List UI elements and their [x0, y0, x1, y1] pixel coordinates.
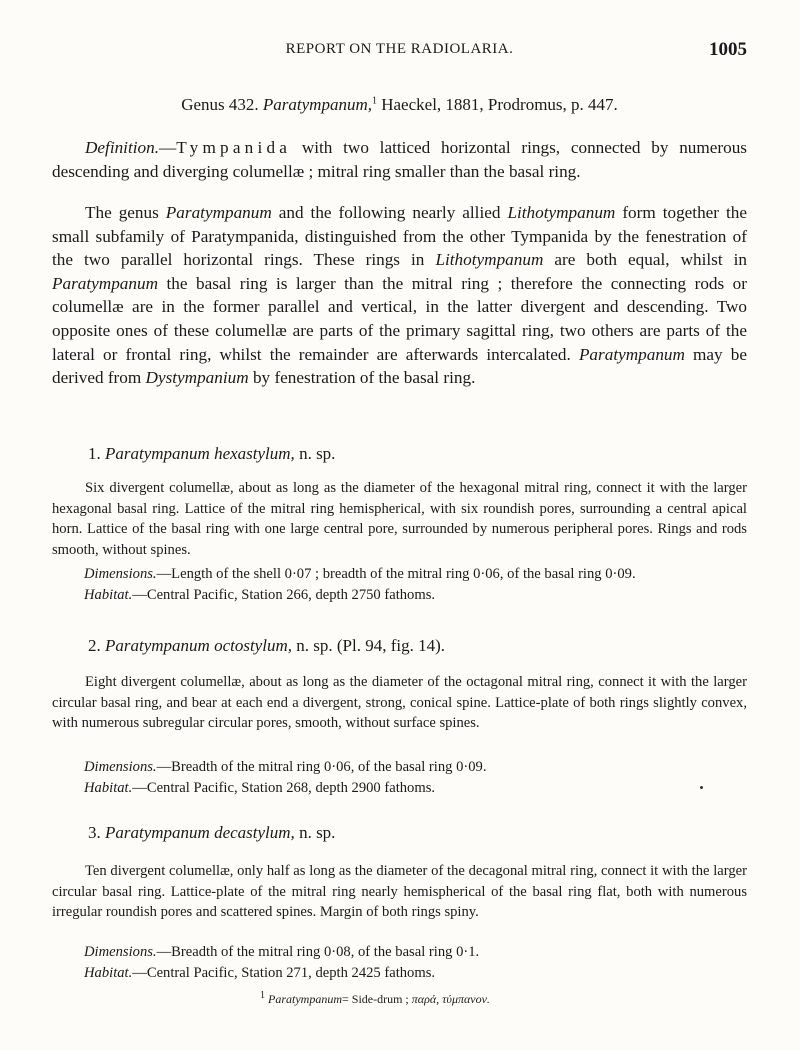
species-suffix: n. sp. [299, 823, 336, 842]
species-suffix: n. sp. [299, 444, 336, 463]
discussion-genus-name: Paratympanum [165, 203, 272, 222]
species-details [84, 564, 747, 605]
dimensions-label: Dimensions. [84, 944, 157, 960]
species-description: Six divergent columellæ, about as long as the diameter of the hexagonal mitral ring, connect it with the larger hexagonal basal ring. Lattice of the mitral ring hemispherical, with six roundish pores, surrounding a central apical horn. Lattice of the basal ring with one large central pore, surrounded by numerous peripheral pores. Rings and rods smooth, without spines. [52, 480, 747, 558]
genus-footnote-mark: 1 [371, 95, 377, 107]
genus-prefix: Genus 432. [181, 95, 259, 114]
species-name: Paratympanum decastylum, [105, 823, 295, 842]
species-name: Paratympanum hexastylum, [105, 444, 295, 463]
page-header [52, 41, 747, 65]
species-number: 2. [88, 636, 101, 655]
footnote [260, 990, 490, 1007]
genus-name: Paratympanum, [262, 95, 372, 114]
page-number: 1005 [709, 39, 747, 60]
definition-label: Definition. [85, 138, 159, 157]
dimensions-line [84, 564, 747, 585]
definition-dash: — [159, 138, 177, 157]
species-heading [88, 823, 335, 843]
running-title: REPORT ON THE RADIOLARIA. [285, 41, 514, 57]
discussion-text: may be derived from [52, 344, 747, 388]
species-heading [88, 444, 335, 464]
discussion-text: the basal ring is larger than the mitral ring ; therefore the connecting rods or columellæ are in the former parallel and vertical, in the latter divergent and descending. Two opposite ones of these columellæ are parts of the primary sagittal ring, two others are parts of the lateral or frontal ring, whilst the remainder are afterwards intercalated. [52, 273, 748, 364]
dimensions-label: Dimensions. [84, 759, 157, 775]
habitat-text: —Central Pacific, Station 266, depth 2750 fathoms. [132, 586, 436, 603]
definition-taxon: Tympanida [176, 138, 292, 157]
species-number: 3. [88, 823, 101, 842]
discussion-text: and the following nearly allied [278, 203, 501, 222]
discussion-genus-name: Paratympanum [52, 273, 158, 293]
habitat-text: —Central Pacific, Station 268, depth 2900 fathoms. [132, 779, 436, 796]
footnote-text: = Side-drum ; [342, 992, 409, 1006]
discussion-text: form together the small subfamily of Paratympanida, distinguished from the other Tympanida by the fenestration of the two parallel horizontal rings. These rings in [52, 203, 748, 270]
discussion-text: The genus [85, 203, 159, 222]
print-speck [700, 786, 703, 789]
species-suffix: n. sp. (Pl. 94, fig. 14). [296, 636, 445, 655]
discussion-paragraph [52, 201, 747, 390]
dimensions-line [84, 757, 747, 778]
habitat-label: Habitat. [84, 586, 133, 603]
species-description: Eight divergent columellæ, about as long as the diameter of the octagonal mitral ring, connect it with the larger circular basal ring, and bear at each end a divergent, strong, conical spine. Lattice-plate of both rings slightly convex, with numerous subregular circular pores, smooth, without surface spines. [52, 674, 747, 731]
species-details [84, 942, 747, 983]
habitat-label: Habitat. [84, 779, 133, 796]
habitat-label: Habitat. [84, 964, 133, 981]
species-description: Ten divergent columellæ, only half as long as the diameter of the decagonal mitral ring, connect it with the larger circular basal ring. Lattice-plate of the mitral ring nearly hemispherical of the basal ring flat, both with numerous irregular roundish pores and scattered spines. Margin of both rings spiny. [52, 863, 747, 920]
species-number: 1. [88, 444, 101, 463]
species-details [84, 757, 747, 798]
footnote-term: Paratympanum [268, 992, 342, 1006]
genus-heading [52, 95, 747, 115]
habitat-line [84, 963, 747, 984]
dimensions-text: —Length of the shell 0·07 ; breadth of the mitral ring 0·06, of the basal ring 0·09. [156, 566, 636, 582]
habitat-line [84, 585, 747, 606]
dimensions-text: —Breadth of the mitral ring 0·06, of the basal ring 0·09. [156, 759, 487, 775]
discussion-text: are both equal, whilst in [554, 250, 748, 270]
species-name: Paratympanum octostylum, [105, 636, 292, 655]
dimensions-label: Dimensions. [84, 566, 157, 582]
footnote-mark: 1 [260, 990, 265, 1001]
footnote-greek: παρά, τύμπανον. [411, 992, 490, 1006]
definition-paragraph [52, 136, 747, 183]
habitat-text: —Central Pacific, Station 271, depth 2425 fathoms. [132, 964, 436, 981]
discussion-genus-name: Lithotympanum [435, 250, 544, 270]
genus-authority: Haeckel, 1881, Prodromus, p. 447. [381, 95, 618, 114]
discussion-genus-name: Dystympanium [145, 368, 249, 388]
discussion-genus-name: Paratympanum [578, 344, 685, 364]
dimensions-line [84, 942, 747, 963]
definition-text: with two latticed horizontal rings, connected by numerous descending and diverging columellæ ; mitral ring smaller than the basal ring. [52, 138, 748, 181]
habitat-line [84, 778, 747, 799]
dimensions-text: —Breadth of the mitral ring 0·08, of the basal ring 0·1. [156, 944, 480, 960]
discussion-text: by fenestration of the basal ring. [252, 368, 476, 388]
discussion-genus-name: Lithotympanum [507, 203, 616, 222]
species-heading [88, 636, 445, 656]
